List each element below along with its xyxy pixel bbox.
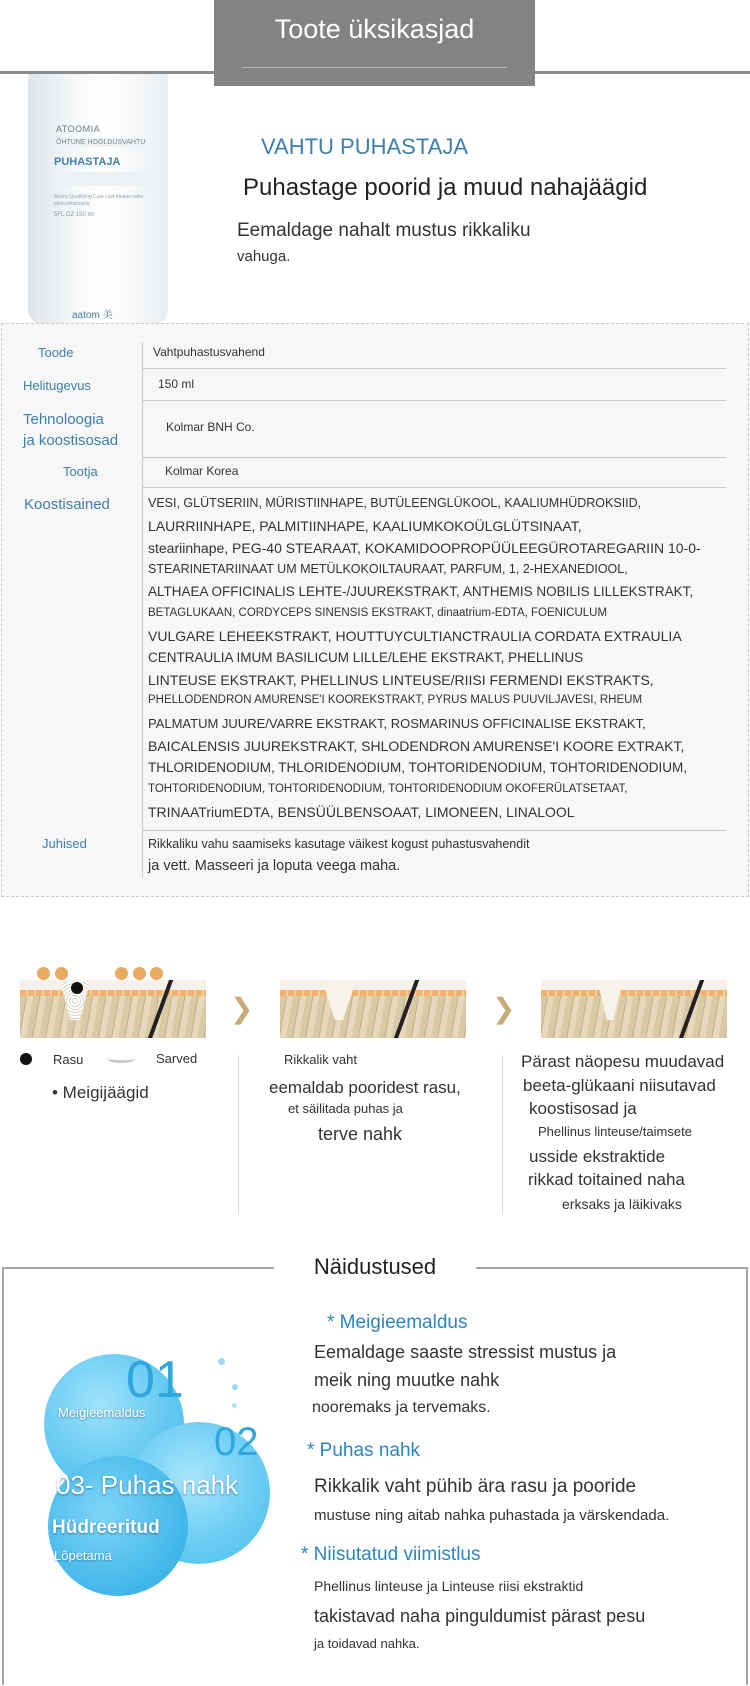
spec-value-technology: Kolmar BNH Co. — [166, 420, 255, 434]
tube-label-band — [54, 172, 150, 186]
page-title: Toote üksikasjad — [274, 14, 475, 44]
bubble-02-number: 02 — [214, 1420, 259, 1464]
spec-directions-line1: Rikkaliku vahu saamiseks kasutage väikest kogust puhastusvahendit — [148, 837, 530, 851]
ingredients-line: LINTEUSE EKSTRAKT, PHELLINUS LINTEUSE/RIISI FERMENDI EKSTRAKTS, — [148, 672, 654, 688]
sebum-dot-icon — [71, 982, 83, 994]
ingredients-line: LAURRIINHAPE, PALMITIINHAPE, KAALIUMKOKOÜLGLÜTSINAAT, — [148, 518, 582, 534]
tab-underline — [242, 67, 507, 68]
step3-line3: koostisosad ja — [529, 1099, 637, 1118]
indication-heading-clean-skin: * Puhas nahk — [307, 1440, 421, 1461]
bubble-03-title: 03- Puhas nahk — [56, 1470, 239, 1500]
ingredients-line: ALTHAEA OFFICINALIS LEHTE-/JUUREKSTRAKT, ANTHEMIS NOBILIS LILLEKSTRAKT, — [148, 584, 694, 599]
skin-surface — [20, 980, 206, 990]
bubble-03-line2: Lõpetama — [54, 1548, 112, 1563]
product-category: VAHTU PUHASTAJA — [261, 134, 468, 159]
spec-row-divider — [142, 830, 726, 831]
legend-dead-cells: Sarved — [156, 1051, 198, 1066]
legend-sebum: Rasu — [53, 1052, 84, 1067]
skin-tissue — [541, 996, 727, 1038]
ingredients-line: steariinhape, PEG-40 STEARAAT, KOKAMIDOOPROPÜÜLEEGÜROTAREGARIIN 10-0- — [148, 540, 701, 556]
ingredients-line: TRINAATriumEDTA, BENSÜÜLBENSOAAT, LIMONEEN, LINALOOL — [148, 804, 575, 820]
chevron-right-icon: ❯ — [492, 993, 516, 1024]
spec-label-ingredients: Koostisained — [24, 496, 110, 513]
diagram-divider — [238, 1055, 239, 1215]
spec-label-product: Toode — [38, 345, 74, 360]
step2-line2: et säilitada puhas ja — [288, 1101, 403, 1116]
tube-volume: 5FL OZ 150 ml — [54, 212, 94, 218]
ingredients-line: STEARINETARIINAAT UM METÜLKOKOILTAURAAT, PARFUM, 1, 2-HEXANEDIOOL, — [148, 562, 628, 576]
bubble-01-label: Meigieemaldus — [58, 1405, 146, 1420]
tube-brand: ATOOMIA — [56, 124, 101, 134]
ingredients-line: VULGARE LEHEEKSTRAKT, HOUTTUYCULTIANCTRAULIA CORDATA EXTRAULIA — [148, 628, 682, 644]
ingredients-line: THLORIDENODIUM, THLORIDENODIUM, TOHTORIDENODIUM, TOHTORIDENODIUM, — [148, 760, 688, 775]
makeup-particle-icon — [37, 967, 50, 980]
spec-row-divider — [142, 487, 726, 488]
indication-text: Rikkalik vaht pühib ära rasu ja pooride — [314, 1476, 637, 1497]
header-tab — [214, 0, 535, 86]
diagram-divider — [502, 1055, 503, 1215]
step3-line7: erksaks ja läikivaks — [562, 1196, 682, 1212]
spec-label-technology-line2: ja koostisosad — [23, 432, 119, 449]
step3-line1: Pärast näopesu muudavad — [521, 1052, 725, 1071]
spec-row-divider — [142, 457, 726, 458]
ingredients-line: VESI, GLÜTSERIIN, MÜRISTIINHAPE, BUTÜLEENGLÜKOOL, KAALIUMHÜDROKSIID, — [148, 496, 642, 510]
ingredients-line: CENTRAULIA IMUM BASILICUM LILLE/LEHE EKSTRAKT, PHELLINUS — [148, 650, 584, 665]
product-tube-image — [28, 74, 168, 324]
ingredients-line: BAICALENSIS JUUREKSTRAKT, SHLODENDRON AMURENSE'I KOORE EXTRAKT, — [148, 738, 685, 754]
product-headline: Puhastage poorid ja muud nahajäägid — [243, 174, 648, 201]
ingredients-line: PHELLODENDRON AMURENSE'I KOOREKSTRAKT, PYRUS MALUS PUUVILJAVESI, RHEUM — [148, 694, 643, 706]
tube-product-name: PUHASTAJA — [54, 156, 121, 168]
product-description-line2: vahuga. — [237, 248, 291, 265]
skin-tissue — [20, 996, 206, 1038]
makeup-particle-icon — [133, 967, 146, 980]
bubble-03-line1: Hüdreeritud — [52, 1517, 160, 1538]
step2-line1: eemaldab pooridest rasu, — [269, 1078, 461, 1097]
skin-surface — [280, 980, 466, 990]
spec-column-divider — [142, 342, 143, 878]
spec-value-manufacturer: Kolmar Korea — [165, 464, 239, 478]
tube-logo: aatom 美 — [72, 310, 113, 321]
ingredients-line: BETAGLUKAAN, CORDYCEPS SINENSIS EKSTRAKT, dinaatrium-EDTA, FOENICULUM — [148, 607, 608, 619]
indication-text: Phellinus linteuse ja Linteuse riisi ekstraktid — [314, 1578, 584, 1594]
spec-directions-line2: ja vett. Masseeri ja loputa veega maha. — [148, 858, 401, 874]
small-bubble — [232, 1384, 238, 1390]
indication-text: nooremaks ja tervemaks. — [312, 1399, 491, 1416]
indication-text: meik ning muutke nahk — [314, 1370, 500, 1390]
step2-line3: terve nahk — [318, 1124, 403, 1144]
spec-label-directions: Juhised — [42, 836, 87, 851]
makeup-particle-icon — [115, 967, 128, 980]
ingredients-line: TOHTORIDENODIUM, TOHTORIDENODIUM, TOHTORIDENODIUM OKOFERÜLATSETAAT, — [148, 783, 628, 795]
makeup-particle-icon — [150, 967, 163, 980]
spec-row-divider — [142, 400, 726, 401]
skin-diagram-foam — [280, 980, 466, 1038]
spec-label-technology: Tehnoloogia — [23, 411, 104, 428]
legend-makeup: • Meigijäägid — [52, 1083, 149, 1102]
spec-label-manufacturer: Tootja — [63, 464, 98, 479]
spec-label-volume: Helitugevus — [23, 378, 91, 393]
bubble-01-number: 01 — [126, 1351, 184, 1409]
sebum-legend-icon — [20, 1053, 32, 1065]
indication-heading-moisturized-finish: * Niisutatud viimistlus — [301, 1544, 481, 1565]
step3-line5: usside ekstraktide — [529, 1147, 666, 1166]
dead-cells-legend-icon — [107, 1055, 135, 1063]
small-bubble — [218, 1358, 225, 1365]
small-bubble — [232, 1403, 237, 1408]
step3-line4: Phellinus linteuse/taimsete — [538, 1124, 692, 1139]
ingredients-line: PALMATUM JUURE/VARRE EKSTRAKT, ROSMARINUS OFFICINALISE EKSTRAKT, — [148, 716, 646, 731]
indication-text: ja toidavad nahka. — [314, 1636, 420, 1651]
spec-value-volume: 150 ml — [158, 377, 195, 391]
makeup-particle-icon — [55, 967, 68, 980]
indication-heading-makeup-removal: * Meigieemaldus — [327, 1312, 468, 1333]
indications-title: Näidustused — [313, 1254, 437, 1279]
indication-text: mustuse ning aitab nahka puhastada ja värskendada. — [314, 1507, 670, 1524]
step3-line6: rikkad toitained naha — [528, 1170, 685, 1189]
product-description-line1: Eemaldage nahalt mustus rikkaliku — [237, 220, 531, 241]
chevron-right-icon: ❯ — [230, 993, 254, 1024]
indication-text: takistavad naha pinguldumist pärast pesu — [314, 1606, 646, 1626]
indication-text: Eemaldage saaste stressist mustus ja — [314, 1342, 617, 1362]
tube-fine-print: Atomy Qualifying Care Lipit ideaas nahe aiosvoltopixuela — [54, 194, 144, 207]
skin-diagram-after — [541, 980, 727, 1038]
skin-diagram-before — [20, 980, 206, 1038]
spec-value-product: Vahtpuhastusvahend — [153, 345, 265, 359]
tube-subtitle: ÕHTUNE HOOLDUSVAHTU — [56, 139, 146, 146]
step2-label: Rikkalik vaht — [284, 1052, 357, 1067]
skin-tissue — [280, 996, 466, 1038]
spec-row-divider — [142, 368, 726, 369]
step3-line2: beeta-glükaani niisutavad — [523, 1076, 716, 1095]
